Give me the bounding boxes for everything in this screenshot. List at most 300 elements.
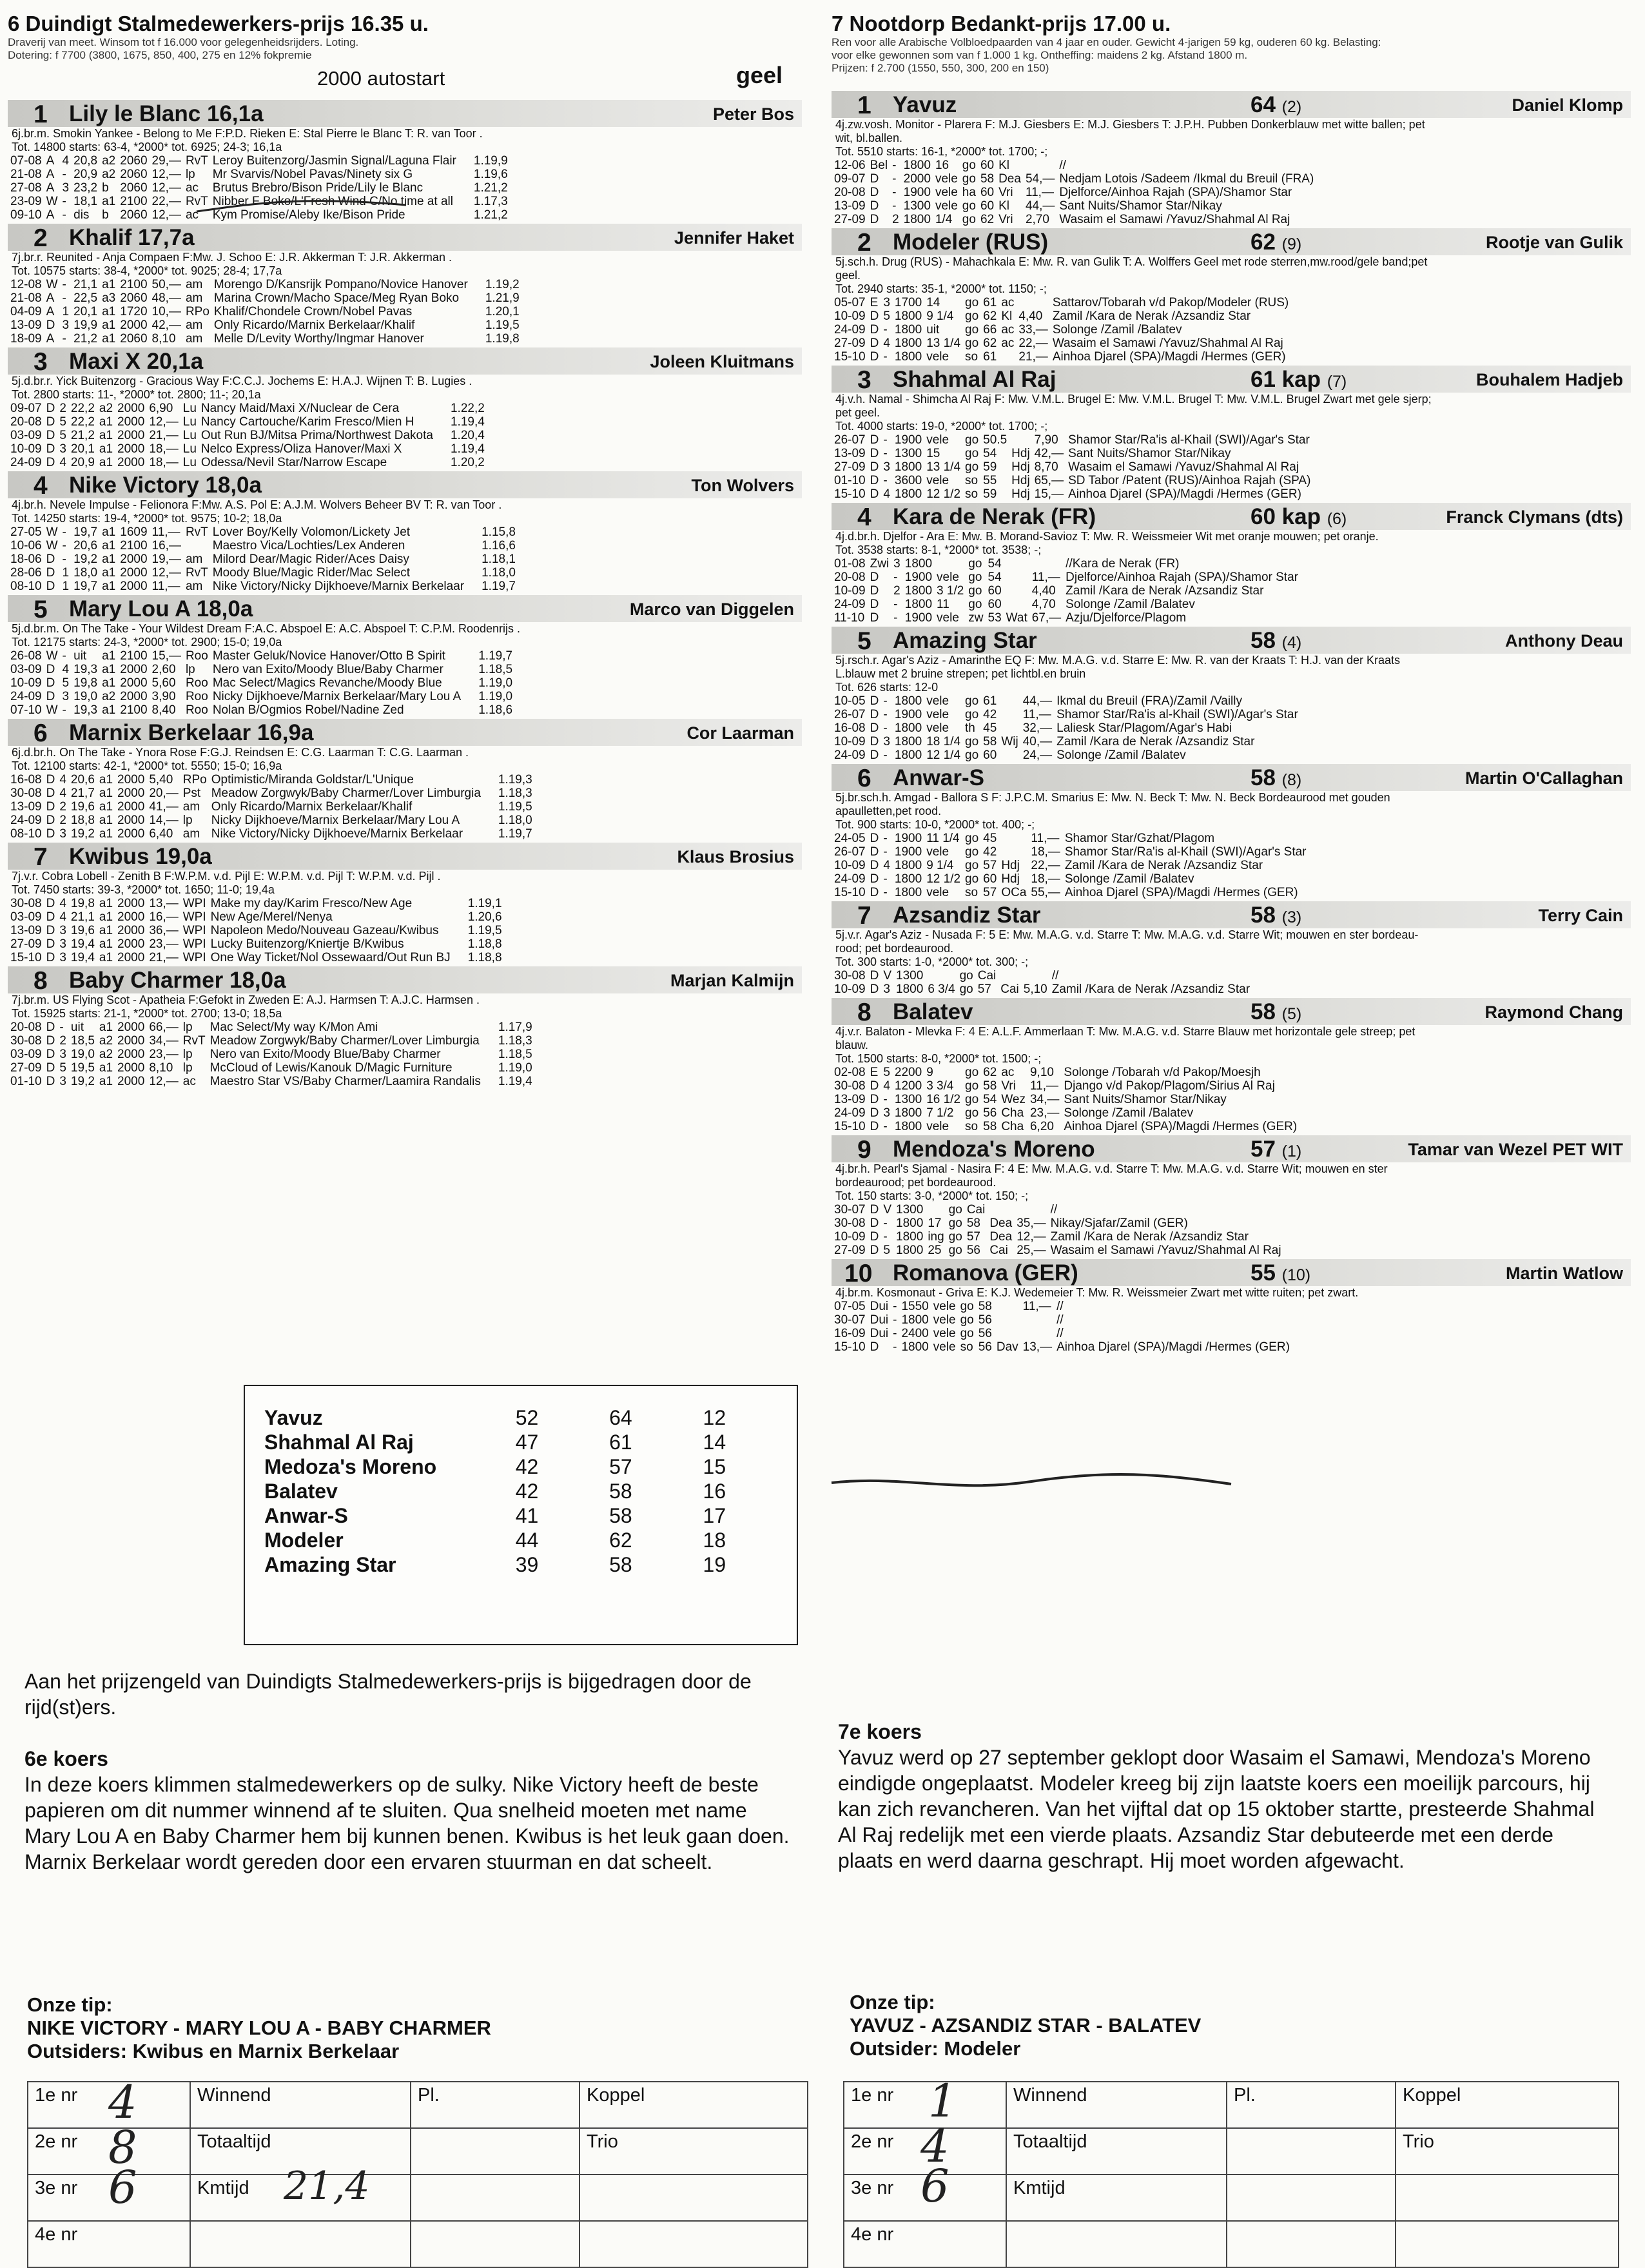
run-cell: [1006, 557, 1032, 571]
run-cell: D: [870, 845, 879, 859]
horse-info-line: 5j.br.sch.h. Amgad - Ballora S F: J.P.C.M. Smarius E: Mw. N. Beck T: Mw. N. Beck Bordeaurood met gouden: [835, 791, 1390, 804]
run-cell: 19,6: [70, 800, 95, 814]
run-cell: ing: [928, 1230, 944, 1244]
form6-totaaltijd[interactable]: Totaaltijd: [190, 2128, 411, 2175]
run-cell: a1: [99, 924, 113, 937]
race7-horse-10: [832, 1259, 1631, 1354]
horse-driver: Raymond Chang: [1484, 1002, 1623, 1022]
run-cell: 8,10: [149, 1061, 173, 1075]
run-cell: -: [892, 159, 897, 172]
run-cell: Wij: [1001, 735, 1018, 748]
run-cell: 13-09: [10, 800, 42, 814]
form6-nr1[interactable]: 1e nr: [28, 2082, 190, 2128]
run-cell: 1.19,0: [498, 1061, 532, 1075]
horse-weight-value: 58: [1251, 903, 1276, 928]
run-cell: vele: [926, 694, 949, 708]
run-cell: 11-10: [834, 611, 865, 625]
run-cell: D: [46, 663, 55, 676]
run-cell: 1800: [896, 1217, 924, 1230]
run-cell: Meadow Zorgwyk/Baby Charmer/Lover Limburgia: [211, 787, 481, 800]
form6-empty-2[interactable]: [411, 2175, 579, 2221]
run-cell: 24-09: [10, 456, 42, 469]
run-cell: 20,6: [73, 539, 98, 552]
run-cell: Laliesk Star/Plagom/Agar's Habi: [1056, 721, 1232, 735]
race7-horse-list: [832, 91, 1631, 1354]
run-cell: so: [965, 1120, 978, 1133]
run-cell: 20-08: [834, 571, 866, 584]
run-cell: go: [965, 460, 979, 474]
run-cell: Lucky Buitenzorg/Kniertje B/Kwibus: [210, 937, 404, 951]
horse-name: Mary Lou A 18,0a: [69, 596, 253, 621]
form7-nr2[interactable]: 2e nr: [844, 2128, 1006, 2175]
run-cell: 1/4: [935, 213, 953, 226]
run-cell: [1018, 296, 1052, 309]
run-cell: 58: [966, 1217, 980, 1230]
run-cell: 18,8: [70, 814, 95, 827]
run-cell: 55,—: [1031, 886, 1060, 899]
run-cell: 28-06: [10, 566, 42, 580]
run-row: [10, 456, 489, 469]
run-cell: vele: [933, 1327, 956, 1340]
run-cell: 16: [935, 159, 949, 172]
form6-kmtijd[interactable]: Kmtijd: [190, 2175, 411, 2221]
horse-run-table: [834, 694, 1303, 762]
run-cell: 58: [978, 1300, 992, 1313]
run-cell: Make my day/Karim Fresco/New Age: [210, 897, 413, 910]
run-cell: 5: [883, 1244, 890, 1257]
run-cell: 19,—: [151, 552, 181, 566]
run-cell: 42: [983, 708, 997, 721]
horse-weight-value: 61 kap: [1251, 367, 1321, 392]
run-cell: 1300: [896, 969, 924, 982]
run-cell: 57: [966, 1230, 980, 1244]
run-cell: D: [870, 969, 879, 982]
form6-empty-4[interactable]: [190, 2221, 411, 2267]
run-cell: -: [62, 332, 66, 346]
run-cell: 2060: [120, 181, 148, 195]
horse-name: Yavuz: [893, 92, 957, 117]
run-cell: D: [46, 580, 55, 593]
run-cell: Azju/Djelforce/Plagom: [1066, 611, 1187, 625]
run-cell: a2: [99, 1034, 113, 1048]
run-cell: RvT: [185, 525, 208, 539]
run-cell: Ainhoa Djarel (SPA)/Magdi /Hermes (GER): [1056, 1340, 1290, 1354]
form7-nr4[interactable]: 4e nr: [844, 2221, 1006, 2267]
run-cell: uit: [926, 323, 940, 337]
horse-info-line: Tot. 5510 starts: 16-1, *2000* tot. 1700; -;: [835, 145, 1048, 158]
run-cell: 02-08: [834, 1066, 866, 1079]
run-cell: [989, 1203, 1017, 1217]
run-cell: Dui: [870, 1327, 889, 1340]
pen-scribble-khalif: [193, 192, 413, 218]
summary-value: 58: [609, 1552, 632, 1576]
run-cell: lp: [182, 814, 193, 827]
run-cell: 56: [983, 1106, 997, 1120]
horse-run-table: [834, 433, 1315, 501]
run-row: [834, 557, 1303, 571]
run-cell: 2000: [117, 442, 145, 456]
run-cell: 1.20,4: [450, 429, 485, 442]
run-cell: D: [870, 1244, 879, 1257]
run-cell: Roo: [185, 649, 208, 663]
run-cell: 10-09: [834, 309, 866, 323]
run-cell: 19,4: [70, 937, 95, 951]
run-cell: 1550: [901, 1300, 929, 1313]
run-cell: 11 1/4: [926, 832, 960, 845]
horse-name: Romanova (GER): [893, 1260, 1078, 1286]
run-cell: -: [893, 571, 898, 584]
race7-title: 7 Nootdorp Bedankt-prijs 17.00 u.: [832, 12, 1171, 35]
run-cell: 18-06: [10, 552, 42, 566]
run-cell: D: [870, 982, 879, 996]
form7-empty-5[interactable]: [1227, 2221, 1396, 2267]
form6-empty-1[interactable]: [411, 2128, 579, 2175]
run-cell: Napoleon Medo/Nouveau Gazeau/Kwibus: [210, 924, 439, 937]
run-cell: 01-10: [834, 474, 866, 487]
run-cell: D: [46, 773, 55, 787]
horse-info-line: L.blauw met 2 bruine strepen; pet lichtbl.en bruin: [835, 667, 1086, 680]
run-cell: -: [892, 186, 897, 199]
run-cell: 1.19,0: [478, 690, 513, 703]
horse-run-table: [834, 1066, 1301, 1133]
run-cell: 2000: [117, 1021, 145, 1034]
form6-empty-5[interactable]: [411, 2221, 579, 2267]
run-cell: Wasaim el Samawi /Yavuz/Shahmal Al Raj: [1050, 1244, 1281, 1257]
form6-koppel[interactable]: Koppel: [579, 2082, 808, 2128]
run-cell: a1: [102, 318, 116, 332]
run-cell: go: [960, 1327, 974, 1340]
run-row: [834, 859, 1311, 872]
run-row: [834, 474, 1315, 487]
run-cell: 45: [983, 721, 997, 735]
race6-column: [8, 12, 802, 1090]
run-cell: Hdj: [1001, 859, 1020, 872]
run-cell: [1000, 969, 1024, 982]
run-cell: 1.17,9: [498, 1021, 532, 1034]
run-cell: Roo: [185, 703, 208, 717]
run-row: [10, 663, 517, 676]
run-cell: [1001, 845, 1031, 859]
form6-trio[interactable]: Trio: [579, 2128, 808, 2175]
form7-trio[interactable]: Trio: [1396, 2128, 1619, 2175]
tip7-outsiders: Outsider: Modeler: [850, 2037, 1021, 2060]
run-cell: Solonge /Tobarah v/d Pakop/Moesjh: [1064, 1066, 1261, 1079]
run-cell: -: [893, 1313, 897, 1327]
run-cell: 13-09: [834, 447, 866, 460]
run-cell: ac: [1001, 323, 1015, 337]
run-cell: 42,—: [1034, 447, 1064, 460]
horse-info-line: 6j.br.m. Smokin Yankee - Belong to Me F:P.D. Rieken E: Stal Pierre le Blanc T: R. van Toor .: [12, 127, 483, 140]
race6-subheader: [8, 62, 802, 98]
run-cell: am: [182, 827, 200, 841]
run-cell: 1800: [904, 584, 933, 598]
run-cell: 10-09: [834, 859, 866, 872]
form7-totaaltijd[interactable]: Totaaltijd: [1006, 2128, 1227, 2175]
run-cell: [1017, 1203, 1050, 1217]
run-cell: 1800: [896, 982, 924, 996]
horse-run-table: [10, 897, 507, 964]
horse-weight-value: 57: [1251, 1137, 1276, 1162]
run-cell: go: [968, 557, 982, 571]
run-cell: //Kara de Nerak (FR): [1066, 557, 1180, 571]
horse-info-line: Tot. 15925 starts: 21-1, *2000* tot. 2700; 13-0; 18,5a: [12, 1007, 282, 1020]
run-cell: 65,—: [1034, 474, 1064, 487]
form6-nr3[interactable]: 3e nr: [28, 2175, 190, 2221]
run-cell: 44,—: [1025, 199, 1055, 213]
run-cell: 1800: [894, 872, 922, 886]
run-cell: Only Ricardo/Marnix Berkelaar/Khalif: [211, 800, 413, 814]
run-cell: 18,—: [149, 442, 179, 456]
run-cell: a1: [99, 937, 113, 951]
run-cell: ac: [1001, 296, 1015, 309]
form6-winnend[interactable]: Winnend: [190, 2082, 411, 2128]
run-cell: 3: [883, 1106, 890, 1120]
horse-name: Marnix Berkelaar 16,9a: [69, 720, 314, 745]
run-cell: 21,1: [70, 910, 95, 924]
run-cell: 19,8: [70, 897, 95, 910]
run-cell: 15-10: [834, 1120, 866, 1133]
run-cell: a2: [102, 690, 116, 703]
run-cell: 27-08: [10, 181, 42, 195]
run-cell: Solonge /Zamil /Balatev: [1066, 598, 1195, 611]
run-cell: 60: [988, 584, 1002, 598]
run-cell: 55: [983, 474, 997, 487]
form7-empty-1[interactable]: [1227, 2128, 1396, 2175]
form7-koppel[interactable]: Koppel: [1396, 2082, 1619, 2128]
bet-form-race6: [27, 2081, 808, 2268]
form7-empty-3[interactable]: [1396, 2175, 1619, 2221]
run-cell: 17: [928, 1217, 942, 1230]
horse-number: 7: [857, 902, 871, 930]
form7-winnend[interactable]: Winnend: [1006, 2082, 1227, 2128]
summary-value: 58: [609, 1503, 632, 1527]
run-row: [834, 982, 1254, 996]
horse-name: Azsandiz Star: [893, 903, 1041, 928]
run-cell: [997, 1327, 1023, 1340]
run-cell: 3,90: [151, 690, 176, 703]
horse-info-line: Tot. 150 starts: 3-0, *2000* tot. 150; -;: [835, 1189, 1029, 1202]
run-row: [834, 337, 1293, 350]
form6-nr2[interactable]: 2e nr: [28, 2128, 190, 2175]
run-cell: -: [893, 1327, 897, 1340]
run-cell: 2,70: [1025, 213, 1049, 226]
run-cell: Ainhoa Djarel (SPA)/Magdi /Hermes (GER): [1052, 350, 1286, 364]
run-cell: 24-09: [834, 748, 866, 762]
form6-pl[interactable]: Pl.: [411, 2082, 579, 2128]
race6-horse-list: [8, 100, 802, 1088]
run-cell: 19,7: [73, 580, 98, 593]
run-cell: so: [965, 487, 978, 501]
form6-nr4[interactable]: 4e nr: [28, 2221, 190, 2267]
run-row: [10, 676, 517, 690]
horse-header: [8, 224, 802, 251]
run-cell: Nancy Cartouche/Karim Fresco/Mien H: [200, 415, 414, 429]
run-cell: Nero van Exito/Moody Blue/Baby Charmer: [209, 1048, 441, 1061]
run-cell: 1.18,3: [498, 1034, 532, 1048]
run-cell: D: [46, 429, 55, 442]
run-row: [834, 571, 1303, 584]
summary-horse-name: Shahmal Al Raj: [264, 1430, 414, 1454]
run-cell: D: [870, 721, 879, 735]
horse-name: Lily le Blanc 16,1a: [69, 101, 264, 126]
form7-empty-2[interactable]: [1227, 2175, 1396, 2221]
summary-value: 44: [515, 1528, 539, 1552]
run-cell: 2000: [117, 402, 145, 415]
horse-info-line: 5j.d.br.m. On The Take - Your Wildest Dream F:A.C. Abspoel E: A.C. Abspoel T: C.P.M. Roodenrijs .: [12, 622, 521, 635]
run-cell: 1.19,5: [498, 800, 532, 814]
run-cell: 50,—: [151, 278, 181, 291]
summary-value: 57: [609, 1454, 632, 1478]
run-cell: W: [46, 703, 58, 717]
run-cell: Solonge /Zamil /Balatev: [1064, 872, 1194, 886]
run-cell: 66,—: [149, 1021, 179, 1034]
run-cell: V: [883, 969, 892, 982]
run-cell: 4: [883, 487, 890, 501]
run-cell: D: [870, 1340, 879, 1354]
run-cell: 16-09: [834, 1327, 866, 1340]
form7-pl[interactable]: Pl.: [1227, 2082, 1396, 2128]
run-row: [834, 611, 1303, 625]
horse-run-table: [834, 557, 1303, 625]
run-cell: 15-10: [834, 886, 866, 899]
run-cell: 16-08: [834, 721, 866, 735]
run-cell: 1300: [903, 199, 931, 213]
run-cell: 16,—: [149, 910, 179, 924]
run-row: [10, 580, 520, 593]
run-cell: [1001, 832, 1031, 845]
run-cell: go: [965, 447, 979, 460]
horse-header: [8, 347, 802, 375]
summary-row: [264, 1454, 797, 1479]
horse-header: [832, 366, 1631, 393]
run-cell: -: [892, 199, 897, 213]
run-cell: Ainhoa Djarel (SPA)/Magdi /Hermes (GER): [1064, 1120, 1298, 1133]
run-cell: 18 1/4: [926, 735, 961, 748]
run-cell: Wat: [1006, 611, 1027, 625]
summary-value: 42: [515, 1479, 539, 1503]
run-cell: go: [965, 296, 979, 309]
run-row: [834, 1230, 1286, 1244]
horse-info-line: Tot. 1500 starts: 8-0, *2000* tot. 1500; -;: [835, 1052, 1042, 1065]
run-cell: 11,—: [1022, 1300, 1051, 1313]
horse-name: Modeler (RUS): [893, 230, 1049, 255]
run-cell: 58: [983, 735, 997, 748]
run-cell: 62: [983, 337, 997, 350]
run-cell: RvT: [185, 154, 208, 168]
run-cell: 1720: [120, 305, 148, 318]
race6-start-type: 2000 autostart: [317, 67, 445, 90]
form7-nr1[interactable]: 1e nr: [844, 2082, 1006, 2128]
form6-empty-6[interactable]: [579, 2221, 808, 2267]
run-cell: 27-09: [834, 460, 866, 474]
run-cell: D: [46, 1021, 55, 1034]
run-cell: 1.21,2: [473, 208, 508, 222]
run-cell: 2000: [117, 800, 145, 814]
run-cell: 24-09: [834, 1106, 866, 1120]
run-cell: D: [870, 1093, 879, 1106]
run-cell: ac: [1001, 1066, 1015, 1079]
run-cell: 12-08: [10, 278, 42, 291]
run-cell: 25: [928, 1244, 942, 1257]
run-cell: 11,—: [1022, 708, 1051, 721]
form7-kmtijd[interactable]: Kmtijd: [1006, 2175, 1227, 2221]
run-cell: th: [965, 721, 975, 735]
run-cell: 1.21,2: [473, 181, 508, 195]
form7-nr3[interactable]: 3e nr: [844, 2175, 1006, 2221]
run-cell: 20,—: [149, 787, 179, 800]
koers6-heading: 6e koers: [24, 1747, 108, 1770]
horse-info-line: 6j.d.br.h. On The Take - Ynora Rose F:G.J. Reindsen E: C.G. Laarman T: C.G. Laarman .: [12, 746, 469, 759]
form7-empty-6[interactable]: [1396, 2221, 1619, 2267]
run-cell: 26-07: [834, 433, 866, 447]
tip6-outsiders: Outsiders: Kwibus en Marnix Berkelaar: [27, 2040, 400, 2062]
form6-empty-3[interactable]: [579, 2175, 808, 2221]
run-cell: 1800: [901, 1313, 929, 1327]
run-cell: 4: [59, 456, 66, 469]
run-cell: Mac Select/My way K/Mon Ami: [209, 1021, 378, 1034]
run-cell: 60: [980, 199, 995, 213]
run-cell: 1.19,5: [467, 924, 502, 937]
run-cell: 18,1: [73, 195, 98, 208]
run-cell: 01-10: [10, 1075, 42, 1088]
handwritten-left-nr2: 8: [108, 2121, 137, 2174]
run-cell: 12 1/2: [926, 487, 961, 501]
run-cell: 19,2: [73, 552, 98, 566]
run-cell: 19,6: [70, 924, 95, 937]
run-cell: 19,3: [73, 703, 98, 717]
run-cell: 1800: [894, 337, 922, 350]
run-cell: 1.19,8: [485, 332, 520, 346]
race7-horse-2: [832, 228, 1631, 364]
horse-driver: Franck Clymans (dts): [1446, 507, 1623, 527]
run-cell: a1: [102, 663, 116, 676]
horse-name: Kara de Nerak (FR): [893, 504, 1096, 529]
run-cell: 15-10: [834, 487, 866, 501]
run-cell: D: [46, 1034, 55, 1048]
run-cell: vele: [926, 433, 949, 447]
summary-value: 19: [703, 1552, 726, 1576]
run-cell: lp: [182, 1061, 193, 1075]
run-cell: a1: [102, 305, 116, 318]
horse-weight-value: 58: [1251, 628, 1276, 653]
run-cell: a1: [99, 1061, 113, 1075]
run-cell: Lu: [182, 402, 197, 415]
race7-column: [832, 12, 1631, 1356]
race7-horse-4: [832, 503, 1631, 625]
run-cell: 20,1: [73, 305, 98, 318]
run-cell: 3 1/2: [937, 584, 964, 598]
run-cell: 1800: [894, 886, 922, 899]
run-row: [834, 1217, 1286, 1230]
run-cell: 19,7: [73, 525, 98, 539]
horse-run-table: [834, 1300, 1294, 1354]
run-cell: 1800: [894, 1120, 922, 1133]
form7-empty-4[interactable]: [1006, 2221, 1227, 2267]
run-cell: a1: [99, 800, 113, 814]
run-cell: 04-09: [10, 305, 42, 318]
horse-weight-value: 58: [1251, 999, 1276, 1024]
horse-weight-value: 58: [1251, 765, 1276, 790]
run-cell: 14: [926, 296, 940, 309]
horse-header: [8, 843, 802, 870]
run-cell: 41,—: [149, 800, 179, 814]
run-cell: -: [62, 208, 66, 222]
run-row: [834, 172, 1318, 186]
run-cell: Vri: [998, 213, 1013, 226]
horse-header: [8, 595, 802, 622]
run-cell: 1800: [894, 1106, 922, 1120]
run-cell: D: [46, 690, 55, 703]
